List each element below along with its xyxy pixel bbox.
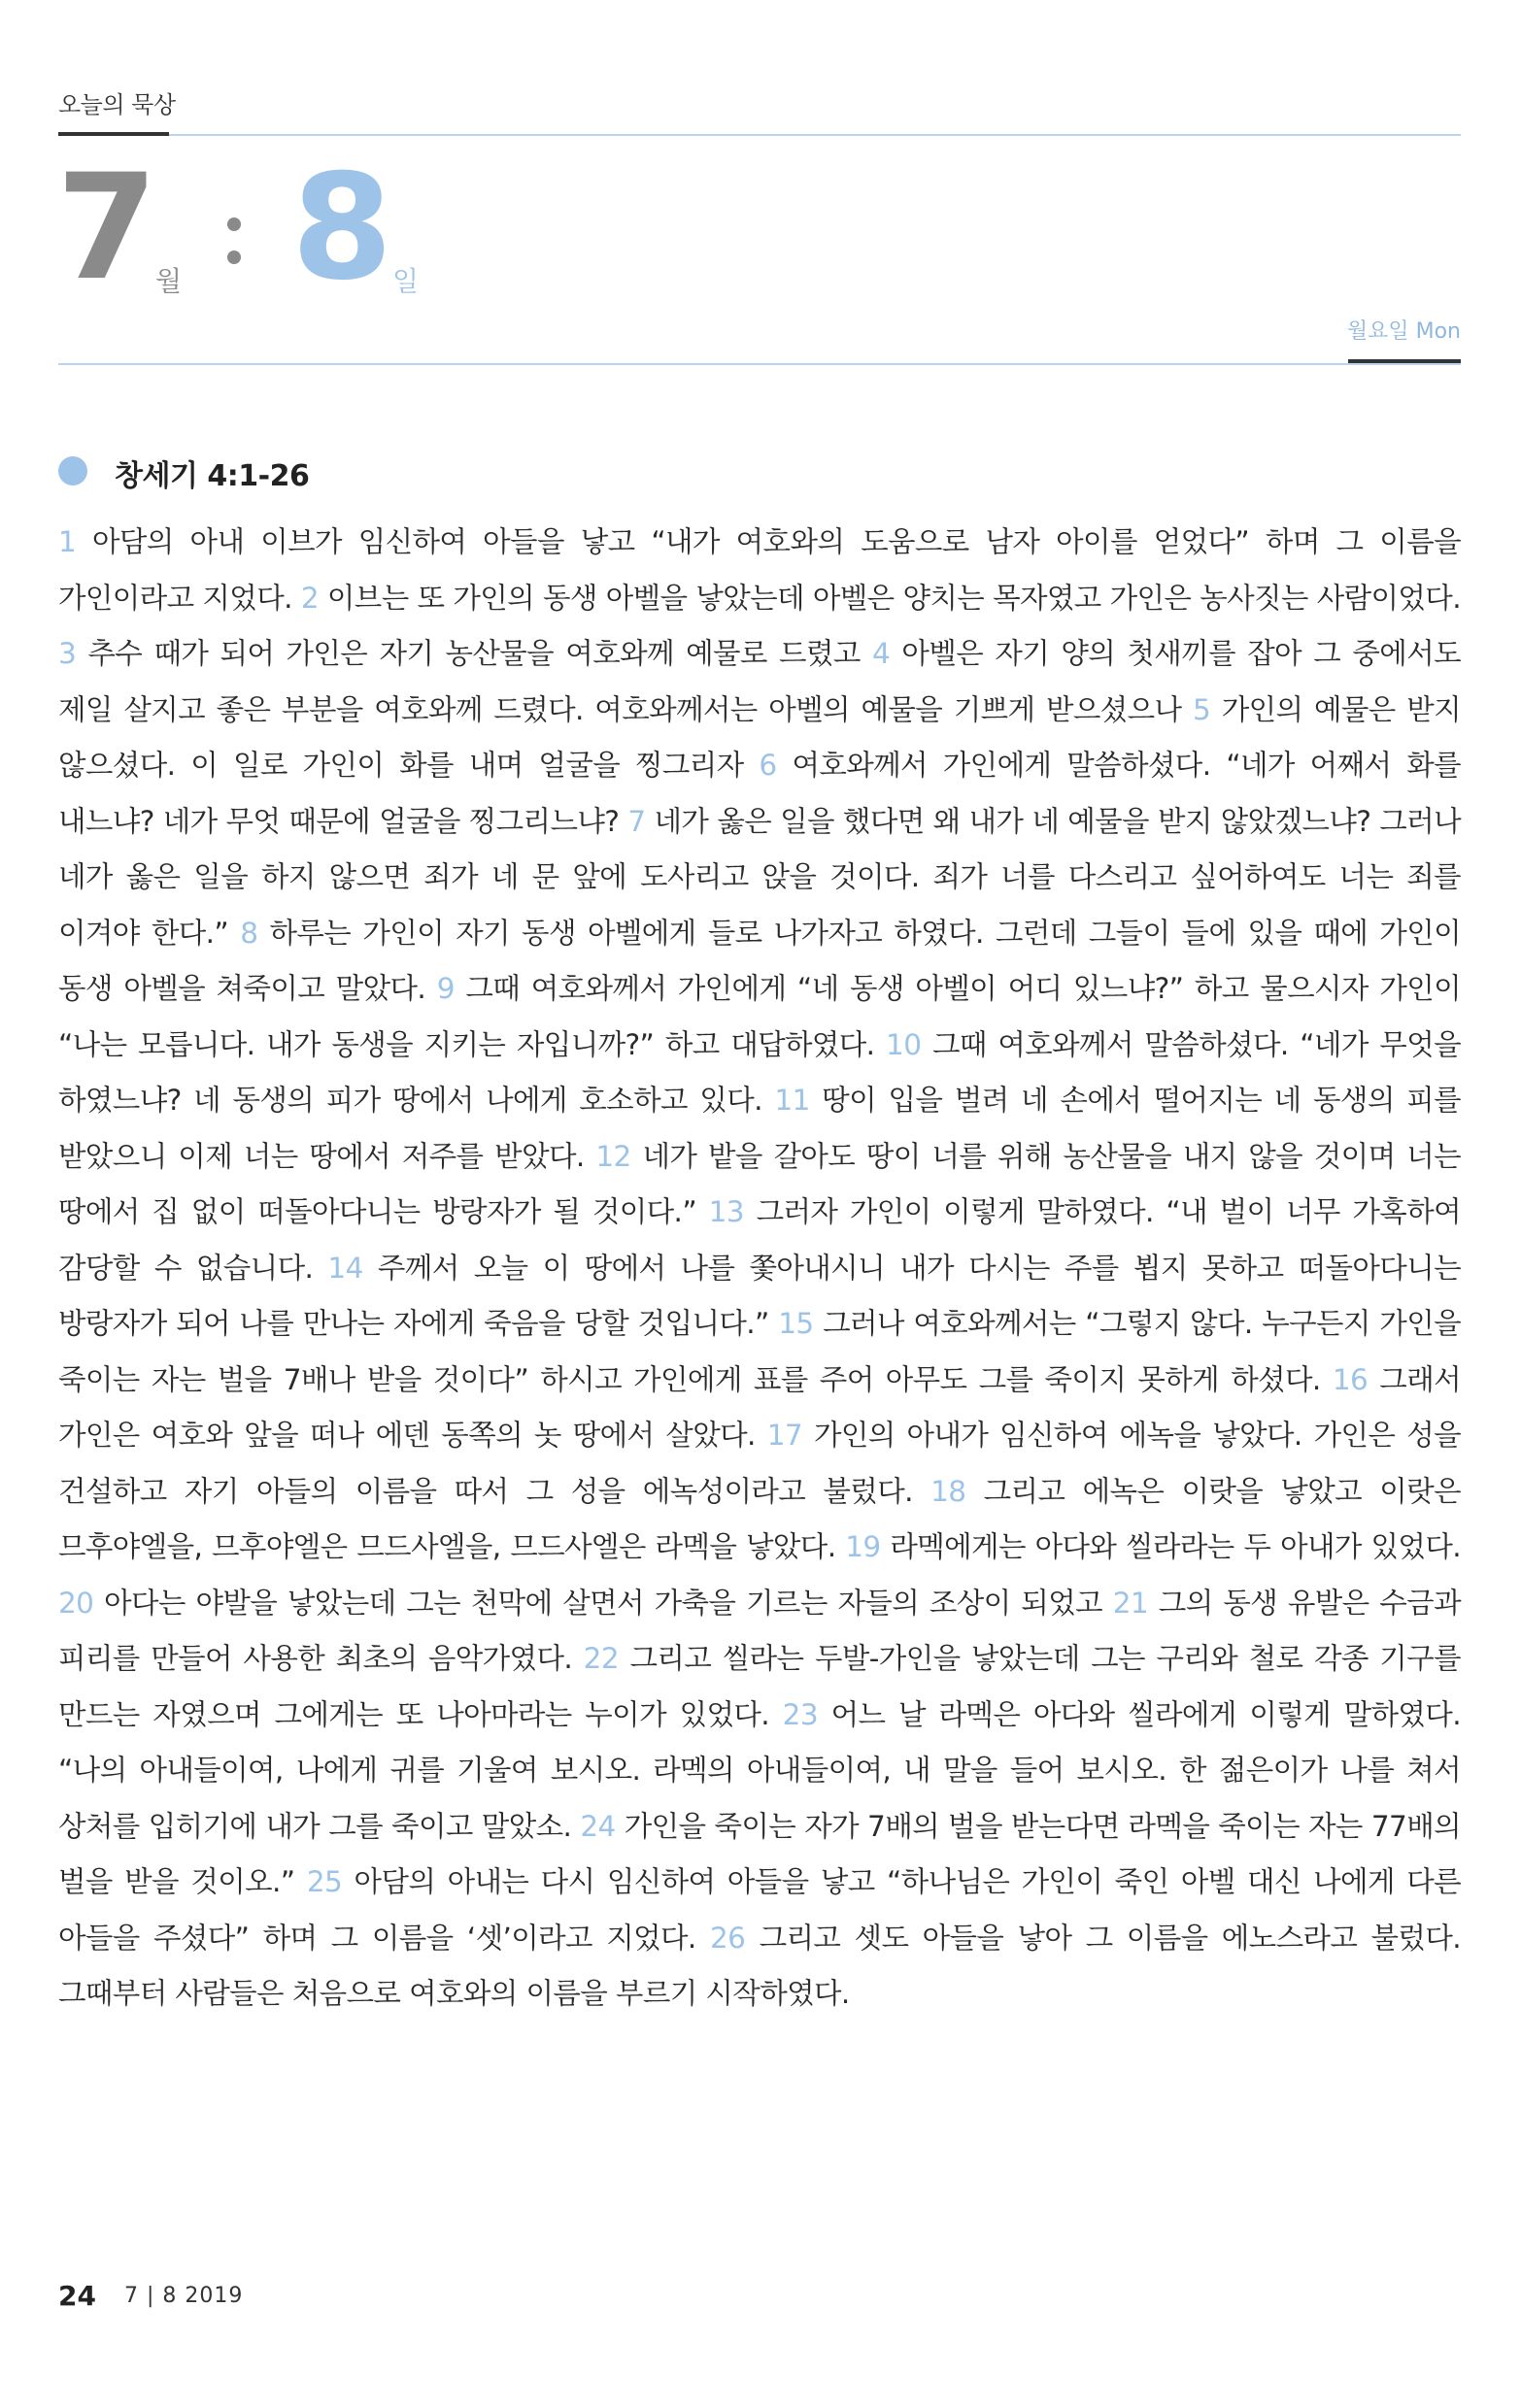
- verse-number: 7: [627, 804, 646, 838]
- verse-text: 여호와께서 가인에게 말씀하셨다. “네가 어째서 화를 내느냐? 네가 무엇 때문에 얼굴을 찡그리느냐?: [58, 749, 1461, 838]
- verse-text: 라멕에게는 아다와 씰라라는 두 아내가 있었다.: [880, 1530, 1461, 1563]
- verse-text: 가인을 죽이는 자가 7배의 벌을 받는다면 라멕을 죽이는 자는 77배의 벌을 받을 것이오.”: [58, 1809, 1461, 1898]
- scripture-body: [58, 515, 1461, 2023]
- verse-number: 11: [774, 1084, 810, 1117]
- verse-number: 21: [1112, 1586, 1149, 1620]
- verse-text: 이브는 또 가인의 동생 아벨을 낳았는데 아벨은 양치는 목자였고 가인은 농사짓는 사람이었다.: [318, 581, 1461, 615]
- verse-number: 22: [583, 1642, 619, 1675]
- header-divider: [169, 134, 1461, 136]
- verse-text: 그때 여호와께서 가인에게 “네 동생 아벨이 어디 있느냐?” 하고 물으시자 가인이 “나는 모릅니다. 내가 동생을 지키는 자입니까?” 하고 대답하였다.: [58, 972, 1462, 1061]
- verse-text: 주께서 오늘 이 땅에서 나를 쫓아내시니 내가 다시는 주를 뵙지 못하고 떠돌아다니는 방랑자가 되어 나를 만나는 자에게 죽음을 당할 것입니다.”: [58, 1251, 1461, 1340]
- colon-bottom-dot: [227, 251, 241, 264]
- header-label: 오늘의 묵상: [58, 91, 176, 118]
- verse-text: 땅이 입을 벌려 네 손에서 떨어지는 네 동생의 피를 받았으니 이제 너는 땅에서 저주를 받았다.: [58, 1084, 1461, 1173]
- verse-text: 그때 여호와께서 말씀하셨다. “네가 무엇을 하였느냐? 네 동생의 피가 땅에서 나에게 호소하고 있다.: [58, 1027, 1461, 1117]
- day-unit: 일: [392, 265, 420, 297]
- verse-text: 그러나 여호와께서는 “그렇지 않다. 누구든지 가인을 죽이는 자는 벌을 7배나 받을 것이다” 하시고 가인에게 표를 주어 아무도 그를 죽이지 못하게 하셨다.: [58, 1307, 1462, 1396]
- footer-date: 7 | 8 2019: [124, 2284, 244, 2308]
- month-unit: 월: [155, 265, 183, 297]
- verse-text: 하루는 가인이 자기 동생 아벨에게 들로 나가자고 하였다. 그런데 그들이 들에 있을 때에 가인이 동생 아벨을 쳐죽이고 말았다.: [58, 916, 1462, 1005]
- verse-number: 26: [709, 1921, 746, 1955]
- verse-text: 가인의 예물은 받지 않으셨다. 이 일로 가인이 화를 내며 얼굴을 찡그리자: [58, 692, 1461, 782]
- verse-text: 가인의 아내가 임신하여 에녹을 낳았다. 가인은 성을 건설하고 자기 아들의 이름을 따서 그 성을 에녹성이라고 불렀다.: [58, 1419, 1461, 1508]
- verse-number: 4: [872, 637, 891, 670]
- day-number: 8: [291, 144, 393, 313]
- header-underline: [58, 132, 169, 136]
- verse-number: 8: [240, 916, 258, 950]
- verse-text: 아담의 아내는 다시 임신하여 아들을 낳고 “하나님은 가인이 죽인 아벨 대신 나에게 다른 아들을 주셨다” 하며 그 이름을 ‘셋’이라고 지었다.: [58, 1865, 1461, 1955]
- verse-number: 16: [1332, 1362, 1369, 1396]
- verse-text: 그리고 씰라는 두발-가인을 낳았는데 그는 구리와 철로 각종 기구를 만드는 자였으며 그에게는 또 나아마라는 누이가 있었다.: [58, 1642, 1461, 1731]
- scripture-reference: 창세기 4:1-26: [115, 459, 310, 493]
- verse-text: 그러자 가인이 이렇게 말하였다. “내 벌이 너무 가혹하여 감당할 수 없습니다.: [58, 1195, 1461, 1285]
- verse-number: 14: [327, 1251, 363, 1285]
- page-number: 24: [58, 2280, 96, 2312]
- verse-number: 3: [58, 637, 77, 670]
- verse-number: 17: [766, 1419, 803, 1452]
- reference-bullet: [58, 456, 87, 485]
- verse-text: 추수 때가 되어 가인은 자기 농산물을 여호와께 예물로 드렸고: [76, 637, 872, 670]
- month-number: 7: [56, 144, 158, 313]
- date-divider: [58, 363, 1461, 365]
- verse-text: 아다는 야발을 낳았는데 그는 천막에 살면서 가축을 기르는 자들의 조상이 되었고: [93, 1586, 1113, 1620]
- verse-number: 23: [782, 1697, 819, 1731]
- verse-number: 1: [58, 525, 77, 558]
- verse-number: 13: [708, 1195, 744, 1228]
- verse-number: 25: [306, 1865, 343, 1898]
- verse-text: 그리고 셋도 아들을 낳아 그 이름을 에노스라고 불렀다. 그때부터 사람들은 처음으로 여호와의 이름을 부르기 시작하였다.: [58, 1921, 1462, 2010]
- verse-number: 20: [58, 1586, 94, 1620]
- verse-number: 9: [436, 972, 455, 1005]
- verse-number: 5: [1193, 692, 1211, 726]
- verse-text: 그리고 에녹은 이랏을 낳았고 이랏은 므후야엘을, 므후야엘은 므드사엘을, 므드사엘은 라멕을 낳았다.: [58, 1474, 1461, 1563]
- verse-number: 10: [886, 1027, 922, 1061]
- verse-number: 15: [778, 1307, 814, 1340]
- verse-text: 네가 옳은 일을 했다면 왜 내가 네 예물을 받지 않았겠느냐? 그러나 네가 옳은 일을 하지 않으면 죄가 네 문 앞에 도사리고 앉을 것이다. 죄가 너를 다스리고 싶어하여도 너는 죄를 이겨야 한다.”: [58, 804, 1461, 950]
- verse-text: 아벨은 자기 양의 첫새끼를 잡아 그 중에서도 제일 살지고 좋은 부분을 여호와께 드렸다. 여호와께서는 아벨의 예물을 기쁘게 받으셨으나: [58, 637, 1461, 726]
- weekday-label: 월요일 Mon: [1346, 319, 1461, 344]
- verse-number: 18: [930, 1474, 966, 1508]
- verse-number: 12: [595, 1139, 631, 1173]
- verse-text: 그래서 가인은 여호와 앞을 떠나 에덴 동쪽의 놋 땅에서 살았다.: [58, 1362, 1461, 1452]
- verse-text: 어느 날 라멕은 아다와 씰라에게 이렇게 말하였다. “나의 아내들이여, 나에게 귀를 기울여 보시오. 라멕의 아내들이여, 내 말을 들어 보시오. 한 젊은이가 나를 쳐서 상처를 입히기에 내가 그를 죽이고 말았소.: [58, 1697, 1461, 1843]
- verse-number: 6: [759, 749, 777, 782]
- verse-text: 그의 동생 유발은 수금과 피리를 만들어 사용한 최초의 음악가였다.: [58, 1586, 1461, 1675]
- verse-text: 아담의 아내 이브가 임신하여 아들을 낳고 “내가 여호와의 도움으로 남자 아이를 얻었다” 하며 그 이름을 가인이라고 지었다.: [58, 525, 1461, 615]
- colon-top-dot: [227, 217, 241, 231]
- verse-text: 네가 밭을 갈아도 땅이 너를 위해 농산물을 내지 않을 것이며 너는 땅에서 집 없이 떠돌아다니는 방랑자가 될 것이다.”: [58, 1139, 1461, 1228]
- verse-number: 19: [845, 1530, 881, 1563]
- verse-number: 24: [580, 1809, 616, 1843]
- verse-number: 2: [300, 581, 319, 615]
